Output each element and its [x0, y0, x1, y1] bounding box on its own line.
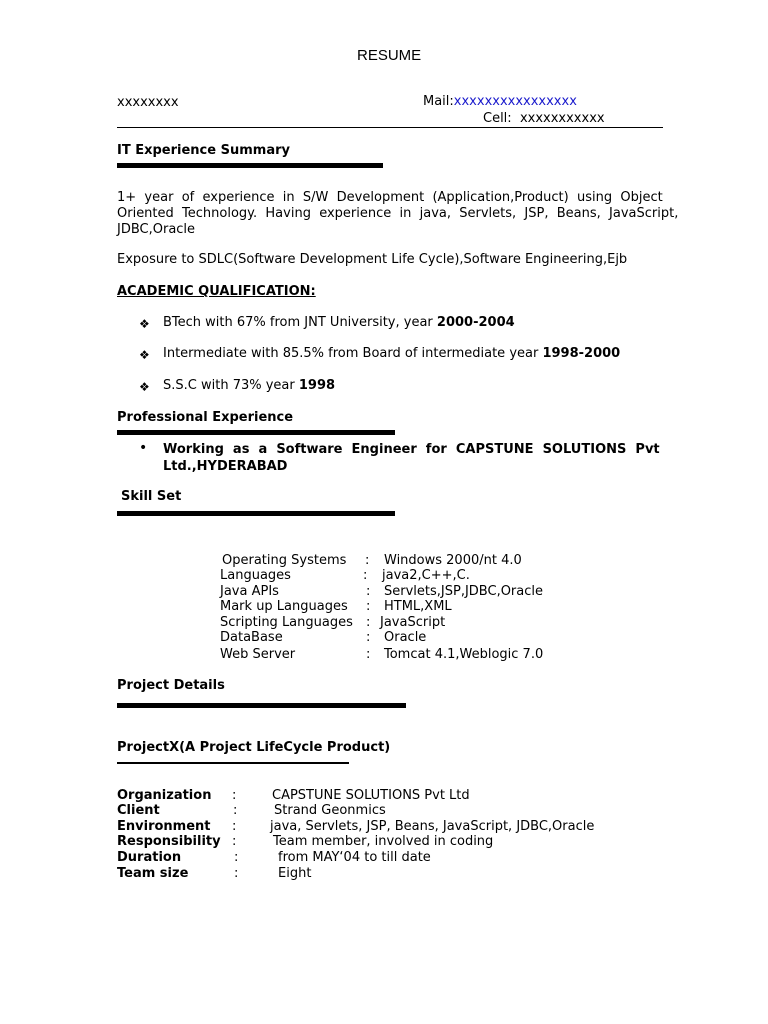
project-colon: :: [232, 788, 237, 803]
project-label-client: Client: [117, 803, 160, 818]
cell-label: Cell:: [483, 111, 512, 126]
mail-label: Mail:: [423, 94, 454, 109]
project-colon: :: [234, 866, 239, 881]
skill-label-languages: Languages: [220, 568, 291, 583]
academic-item-btech: BTech with 67% from JNT University, year 2000-2004: [163, 315, 515, 330]
skill-label-scripting: Scripting Languages: [220, 615, 353, 630]
it-summary-underline: [117, 163, 383, 168]
academic-item-intermediate: Intermediate with 85.5% from Board of intermediate year 1998-2000: [163, 346, 621, 361]
project-label-responsibility: Responsibility: [117, 834, 221, 849]
professional-item: [163, 441, 661, 475]
it-summary-heading: IT Experience Summary: [117, 143, 290, 158]
diamond-bullet-icon: ❖: [139, 348, 150, 362]
cell-line: [483, 111, 605, 126]
project-label-environment: Environment: [117, 819, 211, 834]
it-summary-para1-line2: Oriented Technology. Having experience in java, Servlets, JSP, Beans, JavaScript,: [117, 206, 679, 221]
skills-heading: Skill Set: [121, 489, 182, 504]
project-value-client: Strand Geonmics: [274, 803, 386, 818]
skills-underline: [117, 511, 395, 516]
candidate-name: xxxxxxxx: [117, 95, 179, 110]
academic-item-ssc: S.S.C with 73% year 1998: [163, 378, 336, 393]
skill-label-markup: Mark up Languages: [220, 599, 348, 614]
skill-colon: :: [366, 599, 371, 614]
project-underline: [117, 703, 406, 708]
header-divider: [117, 127, 663, 128]
professional-line1: Working as a Software Engineer for CAPSTUNE SOLUTIONS Pvt: [163, 442, 660, 457]
disc-bullet-icon: •: [139, 440, 148, 456]
project-label-duration: Duration: [117, 850, 182, 865]
project-colon: :: [232, 819, 237, 834]
professional-line2: Ltd.,HYDERABAD: [163, 459, 288, 474]
project-value-duration: from MAY‘04 to till date: [278, 850, 431, 865]
diamond-bullet-icon: ❖: [139, 317, 150, 331]
project-subheading: ProjectX(A Project LifeCycle Product): [117, 740, 391, 755]
skill-colon: :: [366, 630, 371, 645]
skill-colon: :: [365, 553, 370, 568]
project-label-organization: Organization: [117, 788, 212, 803]
skill-colon: :: [366, 647, 371, 662]
page-title: RESUME: [357, 47, 422, 64]
skill-label-os: Operating Systems: [222, 553, 347, 568]
it-summary-para1-line1: 1+ year of experience in S/W Development (Application,Product) using Object: [117, 190, 663, 205]
project-colon: :: [233, 803, 238, 818]
project-value-team-size: Eight: [278, 866, 312, 881]
it-summary-para1-line3: JDBC,Oracle: [117, 222, 196, 237]
project-colon: :: [232, 834, 237, 849]
mail-value[interactable]: xxxxxxxxxxxxxxxx: [453, 94, 577, 109]
skill-label-java-apis: Java APIs: [220, 584, 279, 599]
project-value-environment: java, Servlets, JSP, Beans, JavaScript, JDBC,Oracle: [270, 819, 595, 834]
academic-heading: ACADEMIC QUALIFICATION:: [117, 284, 316, 299]
project-value-organization: CAPSTUNE SOLUTIONS Pvt Ltd: [272, 788, 470, 803]
skill-colon: :: [366, 615, 371, 630]
professional-heading: Professional Experience: [117, 410, 294, 425]
skill-colon: :: [363, 568, 368, 583]
skill-value-scripting: JavaScript: [380, 615, 446, 630]
skill-value-os: Windows 2000/nt 4.0: [384, 553, 522, 568]
skill-label-web-server: Web Server: [220, 647, 296, 662]
professional-underline: [117, 430, 395, 435]
cell-value: xxxxxxxxxxx: [519, 111, 605, 126]
skill-value-markup: HTML,XML: [384, 599, 452, 614]
project-label-team-size: Team size: [117, 866, 189, 881]
it-summary-para1: [117, 190, 679, 238]
it-summary-para2: Exposure to SDLC(Software Development Life Cycle),Software Engineering,Ejb: [117, 252, 628, 267]
skill-value-database: Oracle: [384, 630, 427, 645]
project-value-responsibility: Team member, involved in coding: [273, 834, 494, 849]
mail-line: [423, 94, 577, 109]
skill-value-java-apis: Servlets,JSP,JDBC,Oracle: [384, 584, 544, 599]
skill-value-web-server: Tomcat 4.1,Weblogic 7.0: [384, 647, 544, 662]
project-subheading-underline: [117, 762, 349, 764]
project-colon: :: [234, 850, 239, 865]
skill-label-database: DataBase: [220, 630, 283, 645]
skill-value-languages: java2,C++,C.: [382, 568, 470, 583]
diamond-bullet-icon: ❖: [139, 380, 150, 394]
project-heading: Project Details: [117, 678, 225, 693]
skill-colon: :: [366, 584, 371, 599]
